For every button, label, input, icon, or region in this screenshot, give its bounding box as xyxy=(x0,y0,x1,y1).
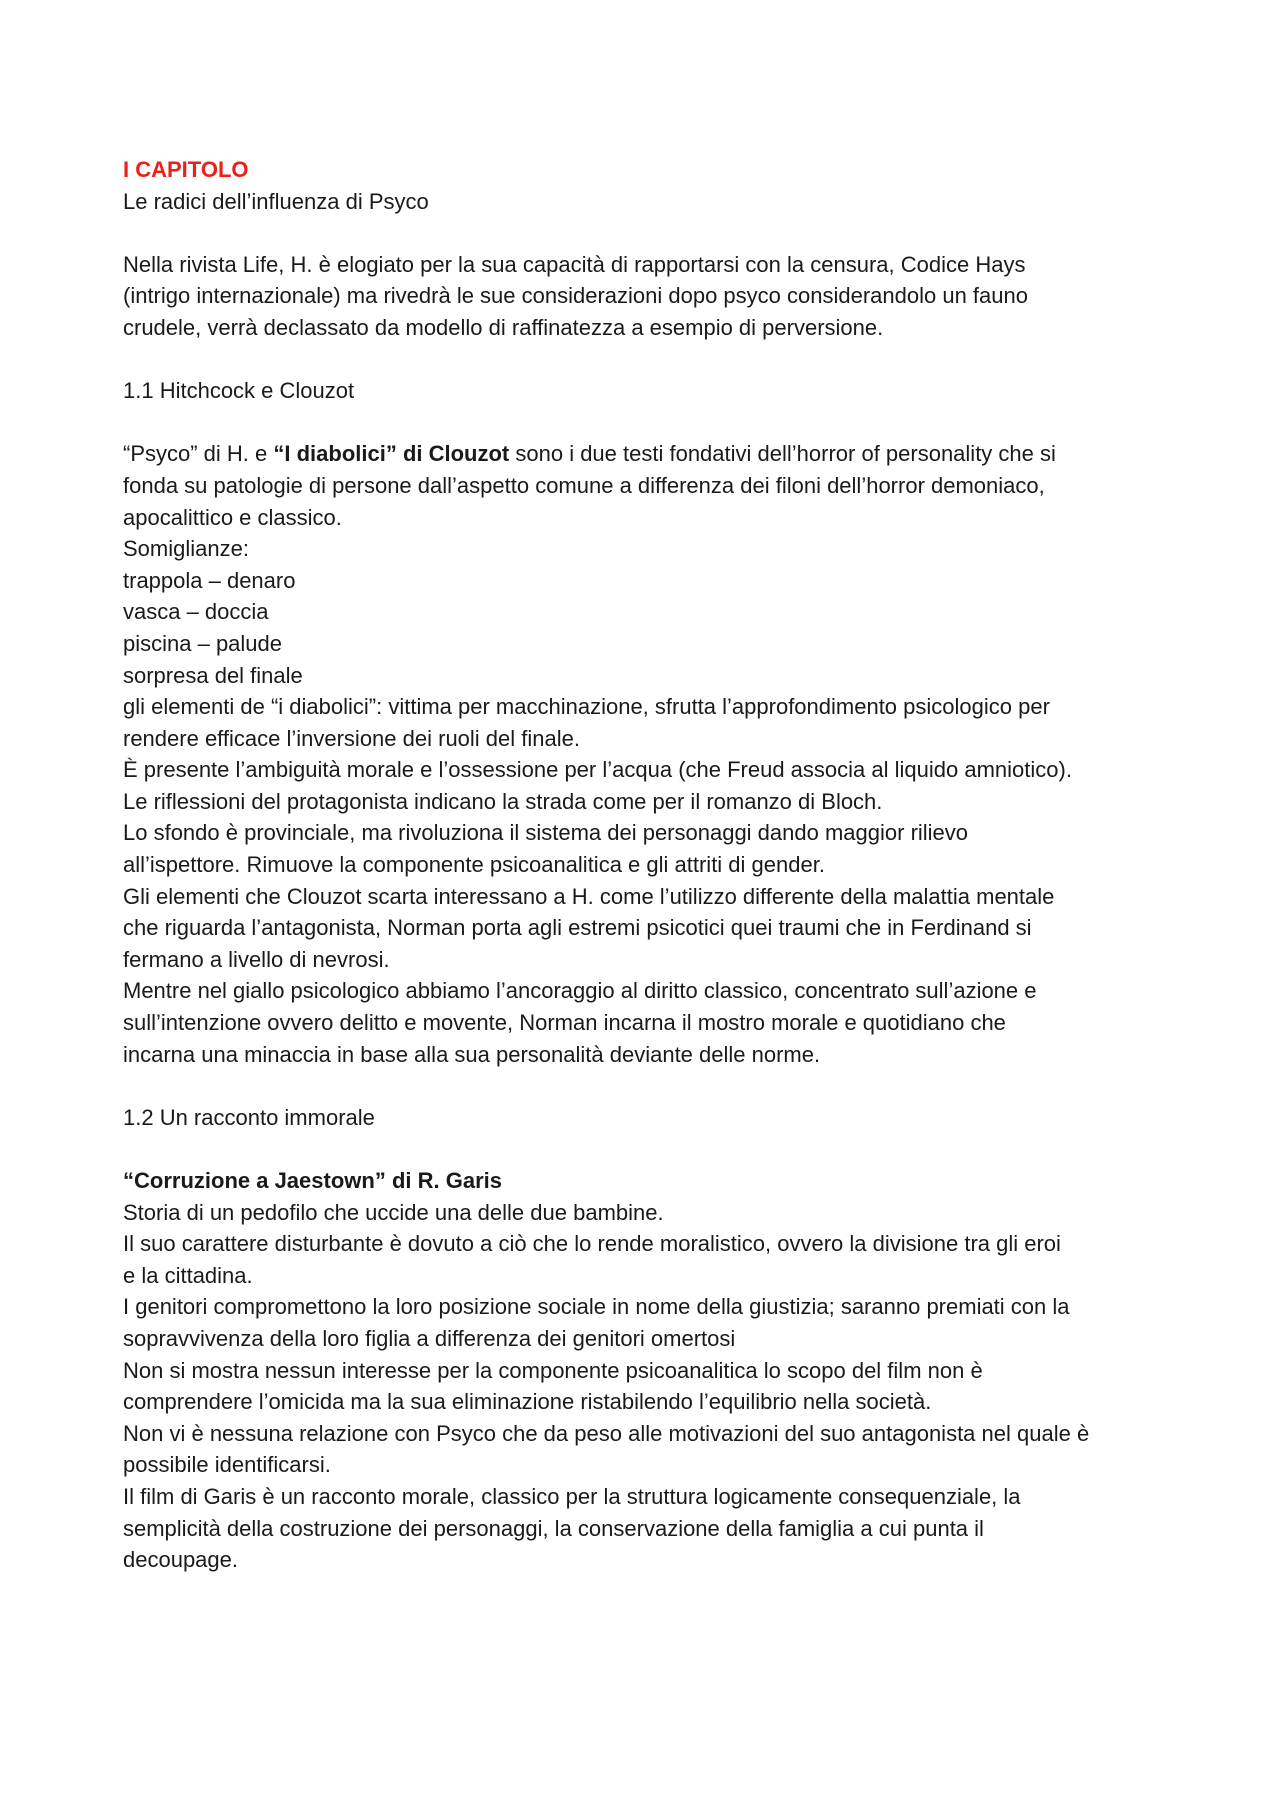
body-line: Lo sfondo è provinciale, ma rivoluziona il sistema dei personaggi dando maggior rilievo xyxy=(123,820,969,846)
body-line: Il film di Garis è un racconto morale, classico per la struttura logicamente consequenziale, la xyxy=(123,1483,1021,1509)
body-line: Gli elementi che Clouzot scarta interessano a H. come l’utilizzo differente della malattia mentale xyxy=(123,883,1055,909)
body-line: sull’intenzione ovvero delitto e movente, Norman incarna il mostro morale e quotidiano che xyxy=(123,1010,1006,1036)
intro-line: (intrigo internazionale) ma rivedrà le sue considerazioni dopo psyco considerandolo un fauno xyxy=(123,283,1028,309)
body-line: comprendere l’omicida ma la sua eliminazione ristabilendo l’equilibrio nella società. xyxy=(123,1389,932,1415)
body-line: Mentre nel giallo psicologico abbiamo l’ancoraggio al diritto classico, concentrato sull’azione e xyxy=(123,978,1037,1004)
body-line: semplicità della costruzione dei personaggi, la conservazione della famiglia a cui punta il xyxy=(123,1515,984,1541)
document-page xyxy=(123,154,1173,1576)
body-line: che riguarda l’antagonista, Norman porta agli estremi psicotici quei traumi che in Ferdinand si xyxy=(123,915,1032,941)
body-line: possibile identificarsi. xyxy=(123,1452,331,1478)
list-item: vasca – doccia xyxy=(123,599,269,625)
section-1-1-body xyxy=(123,438,1173,1070)
chapter-label: I CAPITOLO xyxy=(123,157,249,182)
body-line: rendere efficace l’inversione dei ruoli del finale. xyxy=(123,725,580,751)
body-line: Le riflessioni del protagonista indicano la strada come per il romanzo di Bloch. xyxy=(123,788,883,814)
body-line: decoupage. xyxy=(123,1547,238,1573)
list-item: trappola – denaro xyxy=(123,567,296,593)
list-item: piscina – palude xyxy=(123,630,283,656)
body-line: e la cittadina. xyxy=(123,1262,253,1288)
section-1-2-body xyxy=(123,1165,1173,1576)
intro-line: crudele, verrà declassato da modello di raffinatezza a esempio di perversione. xyxy=(123,314,884,340)
bold-title-text: “Corruzione a Jaestown” di R. Garis xyxy=(123,1168,502,1193)
body-line: Storia di un pedofilo che uccide una delle due bambine. xyxy=(123,1199,664,1225)
intro-paragraph xyxy=(123,249,1173,344)
body-line: apocalittico e classico. xyxy=(123,504,342,530)
body-line: Non vi è nessuna relazione con Psyco che da peso alle motivazioni del suo antagonista nel quale è xyxy=(123,1420,1090,1446)
body-line: Il suo carattere disturbante è dovuto a ciò che lo rende moralistico, ovvero la divisione tra gli eroi xyxy=(123,1231,1061,1257)
spacer xyxy=(123,1133,1173,1165)
spacer xyxy=(123,407,1173,439)
bold-title: “I diabolici” di Clouzot xyxy=(273,441,510,467)
body-line: Non si mostra nessun interesse per la componente psicoanalitica lo scopo del film non è xyxy=(123,1357,983,1383)
body-line: sopravvivenza della loro figlia a differenza dei genitori omertosi xyxy=(123,1325,736,1351)
spacer xyxy=(123,344,1173,376)
chapter-subtitle: Le radici dell’influenza di Psyco xyxy=(123,188,429,214)
section-heading-1-2: 1.2 Un racconto immorale xyxy=(123,1104,375,1130)
spacer xyxy=(123,1070,1173,1102)
intro-line: Nella rivista Life, H. è elogiato per la sua capacità di rapportarsi con la censura, Codice Hays xyxy=(123,251,1026,277)
body-line: all’ispettore. Rimuove la componente psicoanalitica e gli attriti di gender. xyxy=(123,852,825,878)
body-line: Somiglianze: xyxy=(123,536,249,562)
list-item: sorpresa del finale xyxy=(123,662,303,688)
body-line: incarna una minaccia in base alla sua personalità deviante delle norme. xyxy=(123,1041,821,1067)
spacer xyxy=(123,217,1173,249)
body-line: fermano a livello di nevrosi. xyxy=(123,946,390,972)
body-line: gli elementi de “i diabolici”: vittima per macchinazione, sfrutta l’approfondimento psicologico per xyxy=(123,694,1050,720)
text-run: sono i due testi fondativi dell’horror of personality che si xyxy=(509,441,1056,467)
section-1-1-first-line xyxy=(123,438,1173,470)
body-line: È presente l’ambiguità morale e l’ossessione per l’acqua (che Freud associa al liquido amniotico). xyxy=(123,757,1072,783)
section-heading-1-1: 1.1 Hitchcock e Clouzot xyxy=(123,378,355,404)
body-line: I genitori compromettono la loro posizione sociale in nome della giustizia; saranno premiati con la xyxy=(123,1294,1070,1320)
bold-title xyxy=(123,1165,1173,1197)
body-line: fonda su patologie di persone dall’aspetto comune a differenza dei filoni dell’horror demoniaco, xyxy=(123,472,1045,498)
text-run: “Psyco” di H. e xyxy=(123,441,274,467)
